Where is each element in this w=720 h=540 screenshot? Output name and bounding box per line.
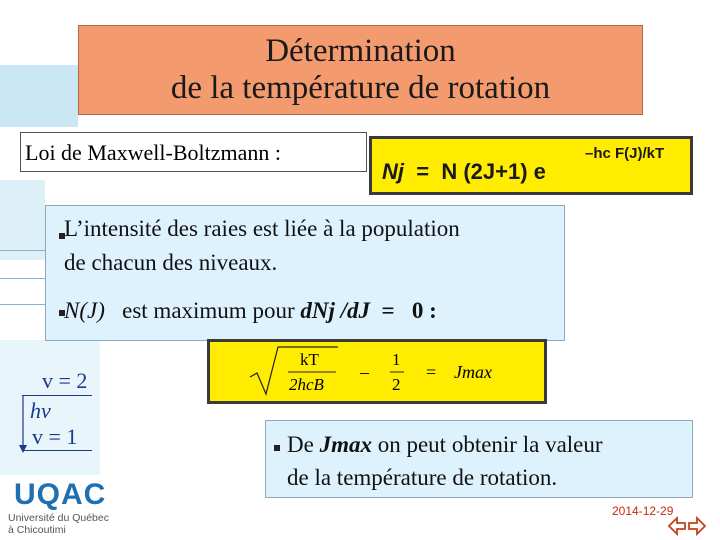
- bullet-2-text: est maximum pour: [122, 298, 295, 323]
- eq2-equals: =: [426, 362, 437, 382]
- bullet-2-derivative: dNj /dJ: [300, 298, 370, 323]
- jmax-note-de: De: [287, 432, 314, 457]
- jmax-note-line-1: [287, 428, 603, 461]
- decor-stripe: [0, 180, 45, 260]
- uqac-name: [8, 512, 109, 536]
- decor-line: [0, 278, 45, 279]
- title-line-1: Détermination: [265, 33, 456, 69]
- eq2-rhs: Jmax: [454, 362, 492, 382]
- eq-rhs: N (2J+1) e: [441, 159, 546, 184]
- decor-stripe: [0, 65, 78, 127]
- level-upper: v = 2: [42, 368, 88, 393]
- jmax-note-line-2: de la température de rotation.: [287, 465, 558, 490]
- eq2-den2: 2: [392, 375, 401, 394]
- equation-jmax: [207, 339, 547, 404]
- jmax-note: [265, 420, 693, 498]
- level-lower: v = 1: [32, 424, 78, 449]
- law-label: Loi de Maxwell-Boltzmann :: [20, 132, 367, 172]
- jmax-note-text: on peut obtenir la valeur: [377, 432, 603, 457]
- jmax-note-jmax: Jmax: [319, 432, 372, 457]
- level-upper-line: [22, 395, 92, 396]
- level-lower-line: [22, 450, 92, 451]
- equation-boltzmann-main: [382, 159, 546, 185]
- sqrt-icon: [210, 342, 544, 401]
- bullet-2-equals: =: [381, 298, 395, 323]
- eq-equals: =: [416, 159, 430, 184]
- bullet-1-line-2: de chacun des niveaux.: [64, 250, 278, 275]
- decor-line: [0, 250, 45, 251]
- transition-arrow-icon: [18, 395, 28, 455]
- title-box: [78, 25, 643, 115]
- slide-date: 2014-12-29: [612, 504, 674, 518]
- eq-lhs: Nj: [382, 159, 404, 184]
- bullet-1-line-1: L’intensité des raies est liée à la population: [64, 216, 460, 241]
- bullet-2-nj: N(J): [64, 298, 105, 323]
- uqac-name-line-1: Université du Québec: [8, 512, 109, 524]
- eq2-num2: 1: [392, 350, 401, 369]
- eq2-den1: 2hcB: [289, 375, 324, 394]
- eq2-num1: kT: [300, 350, 319, 369]
- bullet-icon: [274, 445, 280, 451]
- bullet-2: [64, 294, 437, 327]
- equation-boltzmann: [369, 136, 693, 195]
- bullet-box: [45, 205, 565, 341]
- uqac-name-line-2: à Chicoutimi: [8, 524, 66, 536]
- decor-line: [0, 304, 45, 305]
- title-line-2: de la température de rotation: [170, 70, 551, 106]
- nav-arrows-icon[interactable]: [667, 515, 707, 537]
- photon-label: hν: [30, 398, 51, 423]
- uqac-logo: UQAC: [14, 478, 107, 511]
- bullet-2-zero: 0 :: [411, 298, 437, 323]
- eq-exponent: –hc F(J)/kT: [585, 145, 665, 162]
- eq2-minus: –: [360, 362, 369, 382]
